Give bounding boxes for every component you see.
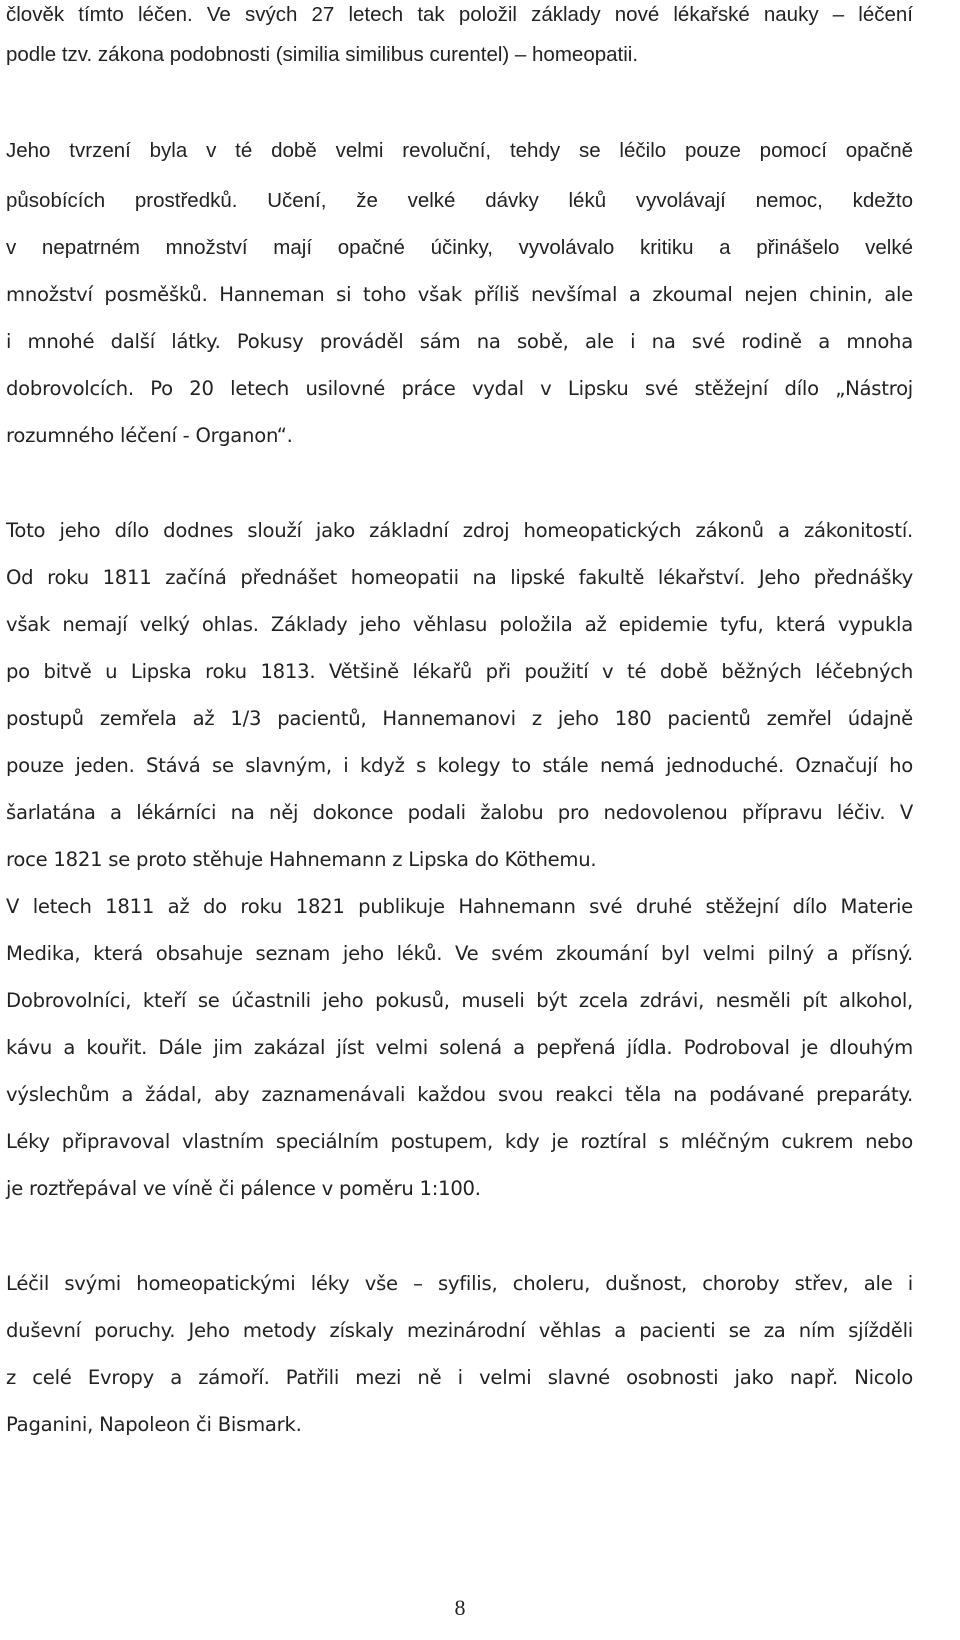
page-number: 8	[454, 1595, 466, 1620]
text-line: duševní poruchy. Jeho metody získaly mezinárodní věhlas a pacienti se za ním sjížděli	[6, 1319, 913, 1342]
text-line: Od roku 1811 začíná přednášet homeopatii na lipské fakultě lékařství. Jeho přednášky	[6, 566, 913, 589]
text-line: pouze jeden. Stává se slavným, i když s kolegy to stále nemá jednoduché. Označují ho	[6, 754, 913, 777]
text-line: v nepatrném množství mají opačné účinky, vyvolávalo kritiku a přinášelo velké	[6, 236, 913, 259]
text-line: po bitvě u Lipska roku 1813. Většině lékařů při použití v té době běžných léčebných	[6, 660, 913, 683]
text-line: Léky připravoval vlastním speciálním postupem, kdy je roztíral s mléčným cukrem nebo	[6, 1130, 913, 1153]
text-line: množství posměšků. Hanneman si toho však příliš nevšímal a zkoumal nejen chinin, ale	[6, 283, 913, 306]
text-line: Léčil svými homeopatickými léky vše – syfilis, choleru, dušnost, choroby střev, ale i	[6, 1272, 913, 1295]
text-line: Jeho tvrzení byla v té době velmi revoluční, tehdy se léčilo pouze pomocí opačně	[6, 139, 913, 162]
text-line: Medika, která obsahuje seznam jeho léků. Ve svém zkoumání byl velmi pilný a přísný.	[6, 942, 913, 965]
text-line: postupů zemřela až 1/3 pacientů, Hannemanovi z jeho 180 pacientů zemřel údajně	[6, 707, 913, 730]
text-line: roce 1821 se proto stěhuje Hahnemann z Lipska do Köthemu.	[6, 848, 597, 871]
text-line: Toto jeho dílo dodnes slouží jako základní zdroj homeopatických zákonů a zákonitostí.	[6, 519, 913, 542]
text-line: šarlatána a lékárníci na něj dokonce podali žalobu pro nedovolenou přípravu léčiv. V	[6, 801, 913, 824]
text-line: výslechům a žádal, aby zaznamenávali každou svou reakci těla na podávané preparáty.	[6, 1083, 913, 1106]
text-line: Paganini, Napoleon či Bismark.	[6, 1413, 302, 1436]
text-line: je roztřepával ve víně či pálence v poměru 1:100.	[6, 1177, 481, 1200]
text-line: však nemají velký ohlas. Základy jeho věhlasu položila až epidemie tyfu, která vypukla	[6, 613, 913, 636]
text-line: kávu a kouřit. Dále jim zakázal jíst velmi solená a pepřená jídla. Podroboval je dlouhým	[6, 1036, 913, 1059]
text-line: Dobrovolníci, kteří se účastnili jeho pokusů, museli být zcela zdrávi, nesměli pít alkohol,	[6, 989, 913, 1012]
text-line: V letech 1811 až do roku 1821 publikuje Hahnemann své druhé stěžejní dílo Materie	[6, 895, 913, 918]
text-line: z celé Evropy a zámoří. Patřili mezi ně i velmi slavné osobnosti jako např. Nicolo	[6, 1366, 913, 1389]
text-line: člověk tímto léčen. Ve svých 27 letech tak položil základy nové lékařské nauky – léčení	[6, 3, 913, 26]
text-line: podle tzv. zákona podobnosti (similia similibus curentel) – homeopatii.	[6, 43, 639, 66]
text-line: dobrovolcích. Po 20 letech usilovné práce vydal v Lipsku své stěžejní dílo „Nástroj	[6, 377, 913, 400]
text-line: rozumného léčení - Organon“.	[6, 424, 293, 447]
text-line: i mnohé další látky. Pokusy prováděl sám na sobě, ale i na své rodině a mnoha	[6, 330, 913, 353]
text-line: působících prostředků. Učení, že velké dávky léků vyvolávají nemoc, kdežto	[6, 189, 913, 212]
